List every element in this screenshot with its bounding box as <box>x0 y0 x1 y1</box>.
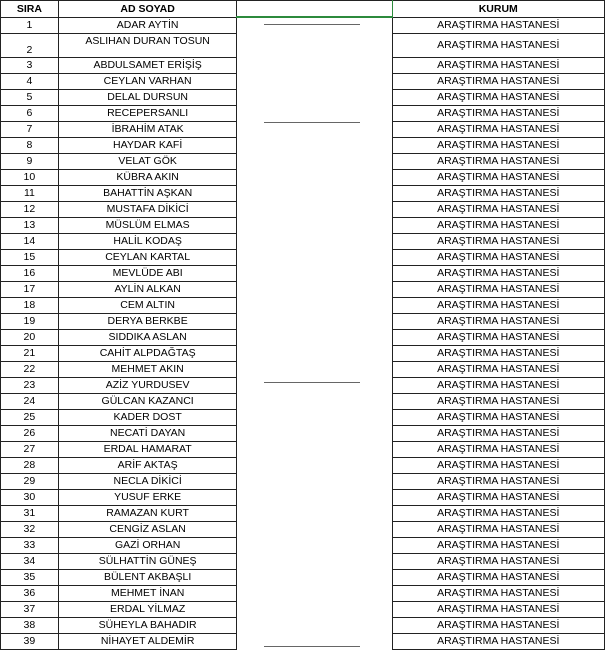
row-sira-cell[interactable]: 14 <box>1 233 59 249</box>
row-name-cell[interactable]: VELAT GÖK <box>58 153 237 169</box>
selected-cell[interactable] <box>237 1 392 18</box>
row-name-cell[interactable]: ADAR AYTİN <box>58 17 237 33</box>
row-kurum-cell[interactable]: ARAŞTIRMA HASTANESİ <box>392 89 604 105</box>
row-kurum-cell[interactable]: ARAŞTIRMA HASTANESİ <box>392 569 604 585</box>
divider <box>264 122 360 123</box>
row-kurum-cell[interactable]: ARAŞTIRMA HASTANESİ <box>392 633 604 649</box>
row-sira-cell[interactable]: 39 <box>1 633 59 649</box>
row-kurum-cell[interactable]: ARAŞTIRMA HASTANESİ <box>392 265 604 281</box>
row-name-cell[interactable]: BAHATTİN AŞKAN <box>58 185 237 201</box>
row-name-cell[interactable]: SIDDIKA ASLAN <box>58 329 237 345</box>
row-sira-cell[interactable]: 28 <box>1 457 59 473</box>
row-name-cell[interactable]: SÜHEYLA BAHADIR <box>58 617 237 633</box>
row-sira-cell[interactable]: 1 <box>1 17 59 33</box>
row-name-cell[interactable]: ERDAL HAMARAT <box>58 441 237 457</box>
row-kurum-cell[interactable]: ARAŞTIRMA HASTANESİ <box>392 153 604 169</box>
row-sira-cell[interactable]: 37 <box>1 601 59 617</box>
row-kurum-cell[interactable]: ARAŞTIRMA HASTANESİ <box>392 73 604 89</box>
row-kurum-cell[interactable]: ARAŞTIRMA HASTANESİ <box>392 169 604 185</box>
row-name-cell[interactable]: İBRAHİM ATAK <box>58 121 237 137</box>
row-sira-cell[interactable]: 4 <box>1 73 59 89</box>
row-sira-cell[interactable]: 3 <box>1 57 59 73</box>
row-name-cell[interactable]: MEHMET AKIN <box>58 361 237 377</box>
row-sira-cell[interactable]: 5 <box>1 89 59 105</box>
divider <box>264 646 360 647</box>
row-name-cell[interactable]: ERDAL YİLMAZ <box>58 601 237 617</box>
row-kurum-cell[interactable]: ARAŞTIRMA HASTANESİ <box>392 217 604 233</box>
row-sira-cell[interactable]: 18 <box>1 297 59 313</box>
row-kurum-cell[interactable]: ARAŞTIRMA HASTANESİ <box>392 377 604 393</box>
row-sira-cell[interactable]: 26 <box>1 425 59 441</box>
row-sira-cell[interactable]: 10 <box>1 169 59 185</box>
row-sira-cell[interactable]: 6 <box>1 105 59 121</box>
row-sira-cell[interactable]: 22 <box>1 361 59 377</box>
row-name-cell[interactable]: AYLİN ALKAN <box>58 281 237 297</box>
row-kurum-cell[interactable]: ARAŞTIRMA HASTANESİ <box>392 249 604 265</box>
row-name-cell[interactable]: RAMAZAN KURT <box>58 505 237 521</box>
row-name-cell[interactable]: MÜSLÜM ELMAS <box>58 217 237 233</box>
header-kurum[interactable]: KURUM <box>392 1 604 18</box>
row-kurum-cell[interactable]: ARAŞTIRMA HASTANESİ <box>392 617 604 633</box>
row-sira-cell[interactable]: 27 <box>1 441 59 457</box>
row-kurum-cell[interactable]: ARAŞTIRMA HASTANESİ <box>392 137 604 153</box>
row-name-cell[interactable]: DELAL DURSUN <box>58 89 237 105</box>
row-sira-cell[interactable]: 12 <box>1 201 59 217</box>
row-name-cell[interactable]: ASLIHAN DURAN TOSUN <box>58 33 237 57</box>
row-kurum-cell[interactable]: ARAŞTIRMA HASTANESİ <box>392 185 604 201</box>
row-kurum-cell[interactable]: ARAŞTIRMA HASTANESİ <box>392 329 604 345</box>
row-kurum-cell[interactable]: ARAŞTIRMA HASTANESİ <box>392 345 604 361</box>
row-sira-cell[interactable]: 19 <box>1 313 59 329</box>
row-sira-cell[interactable]: 24 <box>1 393 59 409</box>
row-sira-cell[interactable]: 15 <box>1 249 59 265</box>
header-ad-soyad[interactable]: AD SOYAD <box>58 1 237 18</box>
row-name-cell[interactable]: MEHMET İNAN <box>58 585 237 601</box>
row-sira-cell[interactable]: 16 <box>1 265 59 281</box>
row-kurum-cell[interactable]: ARAŞTIRMA HASTANESİ <box>392 553 604 569</box>
row-name-cell[interactable]: KADER DOST <box>58 409 237 425</box>
row-kurum-cell[interactable]: ARAŞTIRMA HASTANESİ <box>392 441 604 457</box>
row-sira-cell[interactable]: 23 <box>1 377 59 393</box>
divider <box>264 382 360 383</box>
row-sira-cell[interactable]: 33 <box>1 537 59 553</box>
row-name-cell[interactable]: CEYLAN VARHAN <box>58 73 237 89</box>
header-row <box>1 1 605 18</box>
row-sira-cell[interactable]: 29 <box>1 473 59 489</box>
row-kurum-cell[interactable]: ARAŞTIRMA HASTANESİ <box>392 57 604 73</box>
row-kurum-cell[interactable]: ARAŞTIRMA HASTANESİ <box>392 425 604 441</box>
row-name-cell[interactable]: NİHAYET ALDEMİR <box>58 633 237 649</box>
row-name-cell[interactable]: ABDULSAMET ERİŞİŞ <box>58 57 237 73</box>
row-sira-cell[interactable]: 30 <box>1 489 59 505</box>
row-sira-cell[interactable]: 13 <box>1 217 59 233</box>
row-name-cell[interactable]: CEYLAN KARTAL <box>58 249 237 265</box>
row-name-cell[interactable]: HALİL KODAŞ <box>58 233 237 249</box>
blank-column-area <box>236 17 391 651</box>
row-name-cell[interactable]: BÜLENT AKBAŞLI <box>58 569 237 585</box>
row-kurum-cell[interactable]: ARAŞTIRMA HASTANESİ <box>392 585 604 601</box>
row-kurum-cell[interactable]: ARAŞTIRMA HASTANESİ <box>392 505 604 521</box>
row-kurum-cell[interactable]: ARAŞTIRMA HASTANESİ <box>392 17 604 33</box>
row-kurum-cell[interactable]: ARAŞTIRMA HASTANESİ <box>392 105 604 121</box>
row-name-cell[interactable]: CEM ALTIN <box>58 297 237 313</box>
header-sira[interactable]: SIRA <box>1 1 59 18</box>
row-sira-cell[interactable]: 7 <box>1 121 59 137</box>
row-kurum-cell[interactable]: ARAŞTIRMA HASTANESİ <box>392 489 604 505</box>
row-kurum-cell[interactable]: ARAŞTIRMA HASTANESİ <box>392 537 604 553</box>
row-name-cell[interactable]: MEVLÜDE ABI <box>58 265 237 281</box>
row-sira-cell[interactable]: 8 <box>1 137 59 153</box>
row-sira-cell[interactable]: 32 <box>1 521 59 537</box>
row-name-cell[interactable]: NECATİ DAYAN <box>58 425 237 441</box>
row-kurum-cell[interactable]: ARAŞTIRMA HASTANESİ <box>392 361 604 377</box>
row-sira-cell[interactable]: 9 <box>1 153 59 169</box>
row-name-cell[interactable]: AZİZ YURDUSEV <box>58 377 237 393</box>
row-name-cell[interactable]: YUSUF ERKE <box>58 489 237 505</box>
row-sira-cell[interactable]: 2 <box>1 33 59 57</box>
row-name-cell[interactable]: RECEPERSANLI <box>58 105 237 121</box>
row-name-cell[interactable]: CENGİZ ASLAN <box>58 521 237 537</box>
row-kurum-cell[interactable]: ARAŞTIRMA HASTANESİ <box>392 393 604 409</box>
row-kurum-cell[interactable]: ARAŞTIRMA HASTANESİ <box>392 201 604 217</box>
row-sira-cell[interactable]: 34 <box>1 553 59 569</box>
row-sira-cell[interactable]: 36 <box>1 585 59 601</box>
row-sira-cell[interactable]: 17 <box>1 281 59 297</box>
row-sira-cell[interactable]: 31 <box>1 505 59 521</box>
row-kurum-cell[interactable]: ARAŞTIRMA HASTANESİ <box>392 233 604 249</box>
row-sira-cell[interactable]: 38 <box>1 617 59 633</box>
row-name-cell[interactable]: SÜLHATTİN GÜNEŞ <box>58 553 237 569</box>
row-sira-cell[interactable]: 20 <box>1 329 59 345</box>
row-kurum-cell[interactable]: ARAŞTIRMA HASTANESİ <box>392 33 604 57</box>
row-name-cell[interactable]: HAYDAR KAFİ <box>58 137 237 153</box>
row-name-cell[interactable]: DERYA BERKBE <box>58 313 237 329</box>
row-name-cell[interactable]: GÜLCAN KAZANCI <box>58 393 237 409</box>
row-kurum-cell[interactable]: ARAŞTIRMA HASTANESİ <box>392 313 604 329</box>
row-sira-cell[interactable]: 25 <box>1 409 59 425</box>
row-name-cell[interactable]: NECLA DİKİCİ <box>58 473 237 489</box>
row-kurum-cell[interactable]: ARAŞTIRMA HASTANESİ <box>392 409 604 425</box>
row-sira-cell[interactable]: 35 <box>1 569 59 585</box>
row-name-cell[interactable]: GAZİ ORHAN <box>58 537 237 553</box>
divider <box>264 24 360 25</box>
row-name-cell[interactable]: MUSTAFA DİKİCİ <box>58 201 237 217</box>
row-sira-cell[interactable]: 21 <box>1 345 59 361</box>
row-kurum-cell[interactable]: ARAŞTIRMA HASTANESİ <box>392 457 604 473</box>
row-sira-cell[interactable]: 11 <box>1 185 59 201</box>
row-kurum-cell[interactable]: ARAŞTIRMA HASTANESİ <box>392 121 604 137</box>
row-kurum-cell[interactable]: ARAŞTIRMA HASTANESİ <box>392 601 604 617</box>
row-name-cell[interactable]: KÜBRA AKIN <box>58 169 237 185</box>
row-kurum-cell[interactable]: ARAŞTIRMA HASTANESİ <box>392 473 604 489</box>
row-name-cell[interactable]: ARİF AKTAŞ <box>58 457 237 473</box>
row-kurum-cell[interactable]: ARAŞTIRMA HASTANESİ <box>392 521 604 537</box>
row-kurum-cell[interactable]: ARAŞTIRMA HASTANESİ <box>392 297 604 313</box>
row-name-cell[interactable]: CAHİT ALPDAĞTAŞ <box>58 345 237 361</box>
row-kurum-cell[interactable]: ARAŞTIRMA HASTANESİ <box>392 281 604 297</box>
